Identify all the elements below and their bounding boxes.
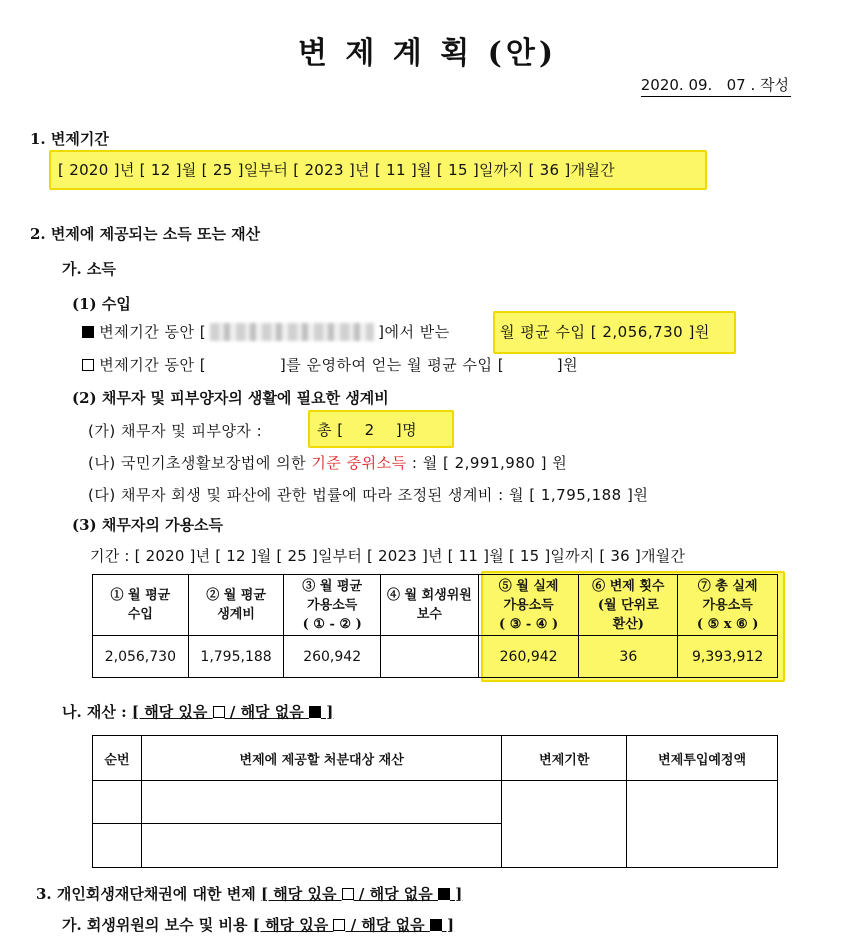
trustee-fee-status: [ 해당 있음 / 해당 없음 ] xyxy=(252,916,455,934)
median-income-value: : 월 [ 2,991,980 ] 원 xyxy=(406,454,568,472)
income-row1-label: 변제기간 동안 [ xyxy=(99,323,207,341)
income-row-employed xyxy=(82,321,455,342)
header-avg-living: ② 월 평균 생계비 xyxy=(188,575,284,636)
available-period: 기간 : [ 2020 ]년 [ 12 ]월 [ 25 ]일부터 [ 2023 ]년 [ 11 ]월 [ 15 ]일까지 [ 36 ]개월간 xyxy=(90,547,686,565)
header-avg-available: ③ 월 평균 가용소득 ( ① - ② ) xyxy=(284,575,381,636)
trustee-fee-heading: 가. 회생위원의 보수 및 비용 xyxy=(62,916,248,934)
income-subheading: 가. 소득 xyxy=(62,260,116,278)
value-trustee-fee xyxy=(380,636,478,678)
available-income-table xyxy=(92,574,778,678)
written-date: 2020. 09. 07 . 작성 xyxy=(641,74,791,97)
checkbox-empty-icon[interactable] xyxy=(82,359,94,371)
value-total-available: 9,393,912 xyxy=(678,636,778,678)
header-total-available: ⑦ 총 실제 가용소득 ( ⑤ x ⑥ ) xyxy=(678,575,778,636)
income-row-business xyxy=(82,354,578,375)
checkbox-checked-icon[interactable] xyxy=(82,326,94,338)
adjusted-living-cost: (다) 채무자 회생 및 파산에 관한 법률에 따라 조정된 생계비 : 월 [ 1,795,188 ]원 xyxy=(88,486,649,504)
property-row xyxy=(62,701,333,722)
living-cost-heading: (2) 채무자 및 피부양자의 생활에 필요한 생계비 xyxy=(72,389,389,407)
header-repayment-count: ⑥ 변제 횟수 (월 단위로 환산) xyxy=(579,575,678,636)
header-deadline: 변제기한 xyxy=(502,736,627,781)
section-3-row xyxy=(36,883,462,904)
property-status: [ 해당 있음 / 해당 없음 ] xyxy=(131,703,334,721)
header-seq: 순번 xyxy=(93,736,142,781)
value-avg-available: 260,942 xyxy=(284,636,381,678)
property-label: 나. 재산 : xyxy=(62,703,132,721)
trustee-fee-row xyxy=(62,914,454,935)
property-cell[interactable] xyxy=(627,781,778,868)
section-2-heading: 2. 변제에 제공되는 소득 또는 재산 xyxy=(30,225,261,243)
income-row1-mid: ]에서 받는 xyxy=(378,323,450,341)
checkbox-empty-icon[interactable] xyxy=(333,919,345,931)
property-table xyxy=(92,735,778,868)
header-avg-income: ① 월 평균 수입 xyxy=(93,575,189,636)
value-avg-income: 2,056,730 xyxy=(93,636,189,678)
section-1-heading: 1. 변제기간 xyxy=(30,130,109,148)
income-heading: (1) 수입 xyxy=(72,295,131,313)
checkbox-checked-icon[interactable] xyxy=(430,919,442,931)
checkbox-empty-icon[interactable] xyxy=(342,888,354,900)
dependents-label: (가) 채무자 및 피부양자 : xyxy=(88,422,268,440)
available-income-heading: (3) 채무자의 가용소득 xyxy=(72,516,223,534)
header-trustee-fee: ④ 월 회생위원 보수 xyxy=(380,575,478,636)
median-income-row xyxy=(88,452,567,473)
avg-monthly-income: 월 평균 수입 [ 2,056,730 ]원 xyxy=(500,323,710,341)
section-3-heading: 3. 개인회생재단채권에 대한 변제 xyxy=(36,885,256,903)
median-income-label: (나) 국민기초생활보장법에 의한 xyxy=(88,454,312,472)
page-title: 변 제 계 획 (안) xyxy=(297,36,558,71)
header-amount: 변제투입예정액 xyxy=(627,736,778,781)
property-cell[interactable] xyxy=(93,781,142,824)
property-cell[interactable] xyxy=(141,781,501,824)
header-property: 변제에 제공할 처분대상 재산 xyxy=(141,736,501,781)
property-cell[interactable] xyxy=(141,824,501,868)
property-cell[interactable] xyxy=(93,824,142,868)
value-actual-available: 260,942 xyxy=(478,636,578,678)
section-3-status: [ 해당 있음 / 해당 없음 ] xyxy=(260,885,463,903)
dependents-count: 총 [ 2 ]명 xyxy=(317,421,418,439)
redacted-employer xyxy=(210,323,374,341)
checkbox-empty-icon[interactable] xyxy=(213,706,225,718)
checkbox-checked-icon[interactable] xyxy=(438,888,450,900)
header-actual-available: ⑤ 월 실제 가용소득 ( ③ - ④ ) xyxy=(478,575,578,636)
property-cell[interactable] xyxy=(502,781,627,868)
value-avg-living: 1,795,188 xyxy=(188,636,284,678)
income-row2-label: 변제기간 동안 [ ]를 운영하여 얻는 월 평균 수입 [ ]원 xyxy=(99,356,579,374)
checkbox-checked-icon[interactable] xyxy=(309,706,321,718)
median-income-keyword: 기준 중위소득 xyxy=(311,454,407,472)
repayment-period: [ 2020 ]년 [ 12 ]월 [ 25 ]일부터 [ 2023 ]년 [ 11 ]월 [ 15 ]일까지 [ 36 ]개월간 xyxy=(58,161,615,179)
value-repayment-count: 36 xyxy=(579,636,678,678)
